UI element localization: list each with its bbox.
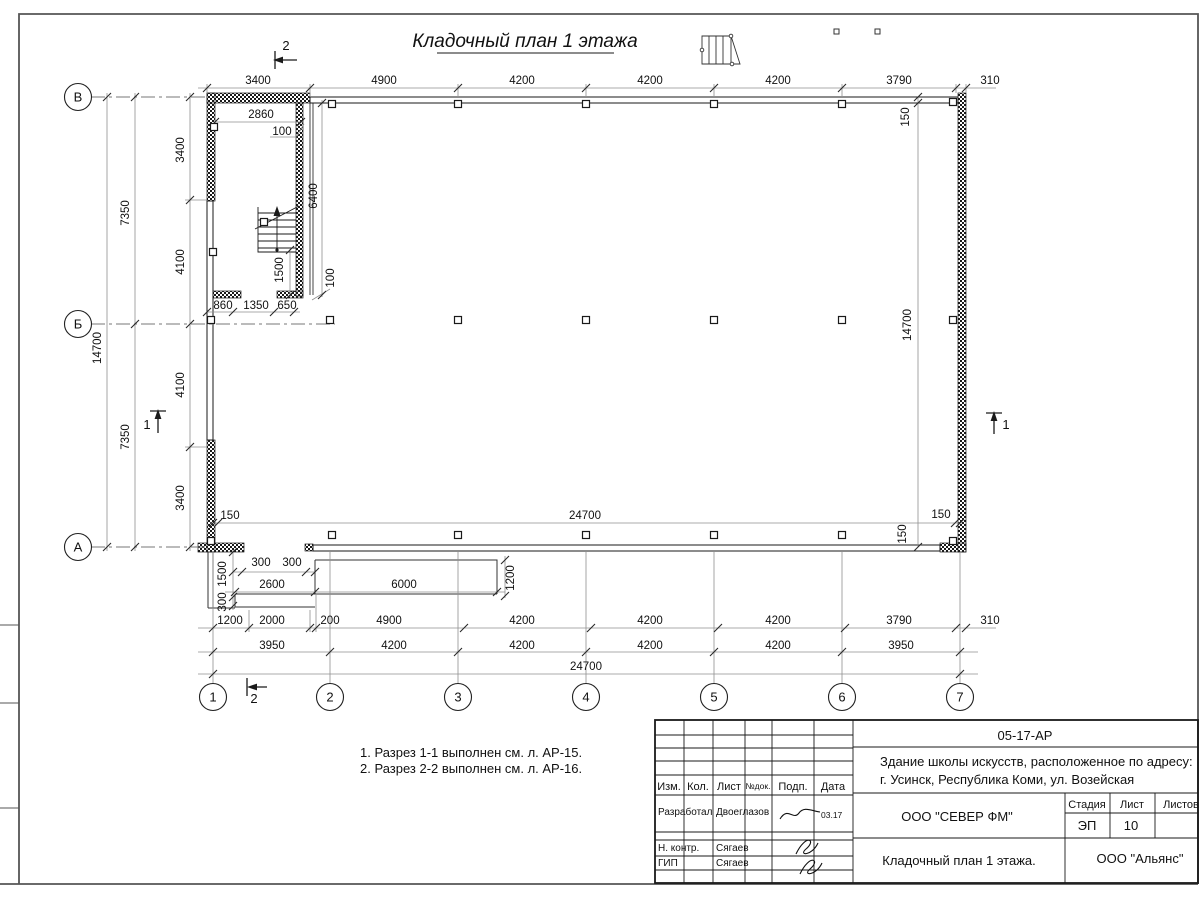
column-marker (208, 538, 215, 545)
axis-label: 1 (209, 689, 217, 705)
signatures (780, 809, 822, 874)
section-label: 2 (282, 38, 290, 53)
dimension-label: 4200 (765, 75, 791, 87)
note-line: 1. Разрез 1-1 выполнен см. л. АР-15. (360, 745, 583, 760)
sheet-number: 10 (1123, 818, 1139, 833)
signature (796, 840, 818, 854)
stair-direction-arrow (274, 206, 281, 216)
dimension-label: 1200 (505, 565, 517, 591)
dimension-label: 200 (320, 615, 340, 627)
axis-label: 5 (710, 689, 718, 705)
dimension-label: 3790 (886, 615, 912, 627)
dimension-labels (92, 38, 1010, 706)
dimension-label: 150 (900, 107, 912, 127)
dimension-label: 2000 (259, 615, 285, 627)
dimension-label: 1500 (274, 257, 286, 283)
dimension-label: 3950 (888, 640, 914, 652)
dimension-label: 310 (980, 615, 1000, 627)
date-developer: 03.17 (821, 810, 843, 820)
dimension-label: 4200 (509, 615, 535, 627)
dimension-label: 150 (897, 524, 909, 544)
column-marker (583, 532, 590, 539)
dimension-label: 7350 (120, 424, 132, 450)
column-marker (839, 101, 846, 108)
column-marker (583, 317, 590, 324)
column-marker (711, 317, 718, 324)
dimension-label: 4200 (637, 75, 663, 87)
col-data: Дата (820, 781, 846, 793)
title-block (655, 720, 1199, 883)
dimension-label: 4200 (509, 640, 535, 652)
column-marker (329, 532, 336, 539)
dimension-label: 1500 (217, 561, 229, 587)
section-label: 1 (1002, 417, 1010, 432)
column-marker (455, 532, 462, 539)
dimension-label: 4200 (637, 640, 663, 652)
col-ndok: №док. (745, 781, 771, 791)
column-marker (329, 101, 336, 108)
column-marker (950, 317, 957, 324)
stage-label: Стадия (1068, 799, 1106, 811)
doc-number: 05-17-АР (997, 728, 1053, 743)
staircase (255, 206, 299, 252)
column-marker (711, 532, 718, 539)
column-marker (261, 219, 268, 226)
column-marker (208, 317, 215, 324)
dimension-label: 860 (213, 300, 233, 312)
dimension-label: 300 (217, 592, 229, 612)
note-line: 2. Разрез 2-2 выполнен см. л. АР-16. (360, 761, 583, 776)
role-developer: Разработал (658, 807, 713, 818)
dimension-label: 100 (325, 268, 337, 288)
dimension-label: 100 (272, 126, 292, 138)
sheet-name: Кладочный план 1 этажа. (882, 853, 1036, 868)
org-customer: ООО "СЕВЕР ФМ" (901, 809, 1013, 824)
col-kol: Кол. (687, 781, 709, 793)
column-marker (327, 317, 334, 324)
name-gip: Сягаев (716, 858, 749, 869)
dimension-label: 300 (251, 557, 271, 569)
column-marker (583, 101, 590, 108)
legend-square-markers (834, 29, 880, 34)
dimension-label: 4100 (175, 372, 187, 398)
dimension-label: 14700 (92, 332, 104, 364)
col-podp: Подп. (778, 781, 808, 793)
dimension-label: 3790 (886, 75, 912, 87)
section-label: 2 (250, 691, 258, 706)
column-marker (455, 317, 462, 324)
role-gip: ГИП (658, 858, 678, 869)
dimension-label: 4200 (637, 615, 663, 627)
page-title: Кладочный план 1 этажа (412, 31, 638, 52)
dimension-label: 4200 (765, 640, 791, 652)
dimension-label: 3950 (259, 640, 285, 652)
dimension-label: 3400 (245, 75, 271, 87)
dimension-label: 6400 (308, 183, 320, 209)
column-marker (839, 532, 846, 539)
dimension-label: 4900 (371, 75, 397, 87)
axis-label: 7 (956, 689, 964, 705)
dimension-label: 4200 (509, 75, 535, 87)
dimension-label: 3400 (175, 485, 187, 511)
dimension-label: 650 (277, 300, 297, 312)
dimension-label: 4100 (175, 249, 187, 275)
col-list: Лист (717, 781, 741, 793)
column-marker (711, 101, 718, 108)
axis-label: 3 (454, 689, 462, 705)
dimension-label: 6000 (391, 579, 417, 591)
column-marker (950, 99, 957, 106)
sheets-label: Листов (1163, 799, 1199, 811)
column-marker (210, 249, 217, 256)
section-marks (150, 51, 1002, 696)
dimension-label: 3400 (175, 137, 187, 163)
project-name-line2: г. Усинск, Республика Коми, ул. Возейская (880, 772, 1135, 787)
axis-label: В (73, 89, 83, 105)
dimension-label: 300 (282, 557, 302, 569)
column-markers (208, 99, 957, 545)
axis-label: 4 (582, 689, 590, 705)
name-developer: Двоеглазов (716, 807, 770, 818)
signature (800, 860, 822, 874)
dimension-label: 14700 (902, 309, 914, 341)
dimension-label: 24700 (569, 510, 601, 522)
dimension-label: 4900 (376, 615, 402, 627)
dimension-label: 4200 (381, 640, 407, 652)
axis-label: 6 (838, 689, 846, 705)
column-marker (839, 317, 846, 324)
column-marker (211, 124, 218, 131)
section-label: 1 (143, 417, 151, 432)
dimension-label: 310 (980, 75, 1000, 87)
dimension-label: 2860 (248, 109, 274, 121)
dimension-label: 7350 (120, 200, 132, 226)
dimension-label: 2600 (259, 579, 285, 591)
sheet-label: Лист (1120, 799, 1144, 811)
key-plan-icon (700, 34, 740, 66)
dimension-label: 150 (931, 509, 951, 521)
axis-label: Б (73, 316, 83, 332)
project-name-line1: Здание школы искусств, расположенное по адресу: (880, 754, 1193, 769)
role-ncontrol: Н. контр. (658, 843, 700, 854)
column-marker (950, 538, 957, 545)
dimension-label: 150 (220, 510, 240, 522)
axis-label: А (73, 539, 83, 555)
dimension-label: 24700 (570, 661, 602, 673)
column-marker (455, 101, 462, 108)
col-izm: Изм. (657, 781, 681, 793)
dimension-label: 4200 (765, 615, 791, 627)
dimension-label: 1200 (217, 615, 243, 627)
axis-label: 2 (326, 689, 334, 705)
org-designer: ООО "Альянс" (1096, 851, 1184, 866)
name-ncontrol: Сягаев (716, 843, 749, 854)
dimension-label: 1350 (243, 300, 269, 312)
stage-value: ЭП (1077, 818, 1097, 833)
